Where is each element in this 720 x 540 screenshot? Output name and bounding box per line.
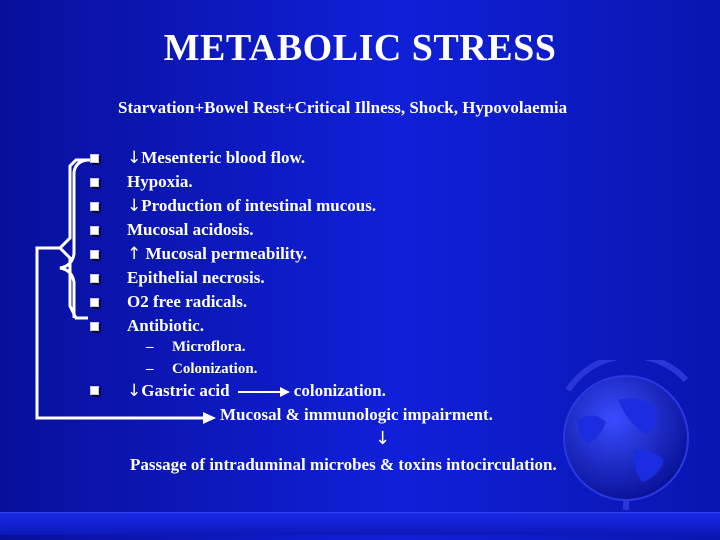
list-item: Hypoxia. — [127, 172, 193, 191]
bullet-icon — [90, 202, 99, 211]
globe-icon — [548, 360, 698, 510]
slide-title: METABOLIC STRESS — [163, 27, 557, 69]
list-item: Mucosal acidosis. — [127, 220, 254, 239]
list-item: ↓Mesenteric blood flow. — [127, 148, 306, 168]
passage-text: Passage of intraduminal microbes & toxins intocirculation. — [130, 455, 557, 474]
list-item: ↓Production of intestinal mucous. — [127, 196, 377, 216]
down-arrow-icon: ↓ — [375, 428, 391, 449]
slide-subtitle: Starvation+Bowel Rest+Critical Illness, Shock, Hypovolaemia — [118, 98, 568, 117]
bullet-icon — [90, 322, 99, 331]
bullet-icon — [90, 298, 99, 307]
bullet-icon — [90, 250, 99, 259]
list-item: Antibiotic. — [127, 316, 204, 335]
bullet-icon — [90, 226, 99, 235]
list-item: O2 free radicals. — [127, 292, 248, 311]
bullet-icon — [90, 178, 99, 187]
gastric-item: ↓Gastric acid colonization. — [127, 381, 386, 401]
sub-list-item: – Colonization. — [146, 361, 258, 377]
bullet-icon — [90, 154, 99, 163]
floor-band — [0, 512, 720, 535]
list-item: ↑ Mucosal permeability. — [127, 244, 307, 264]
right-arrow-icon — [238, 386, 290, 398]
bullet-icon — [90, 386, 99, 395]
bullet-icon — [90, 274, 99, 283]
list-item: Epithelial necrosis. — [127, 268, 265, 287]
impairment-text: Mucosal & immunologic impairment. — [220, 405, 493, 424]
sub-list-item: – Microflora. — [146, 339, 246, 355]
